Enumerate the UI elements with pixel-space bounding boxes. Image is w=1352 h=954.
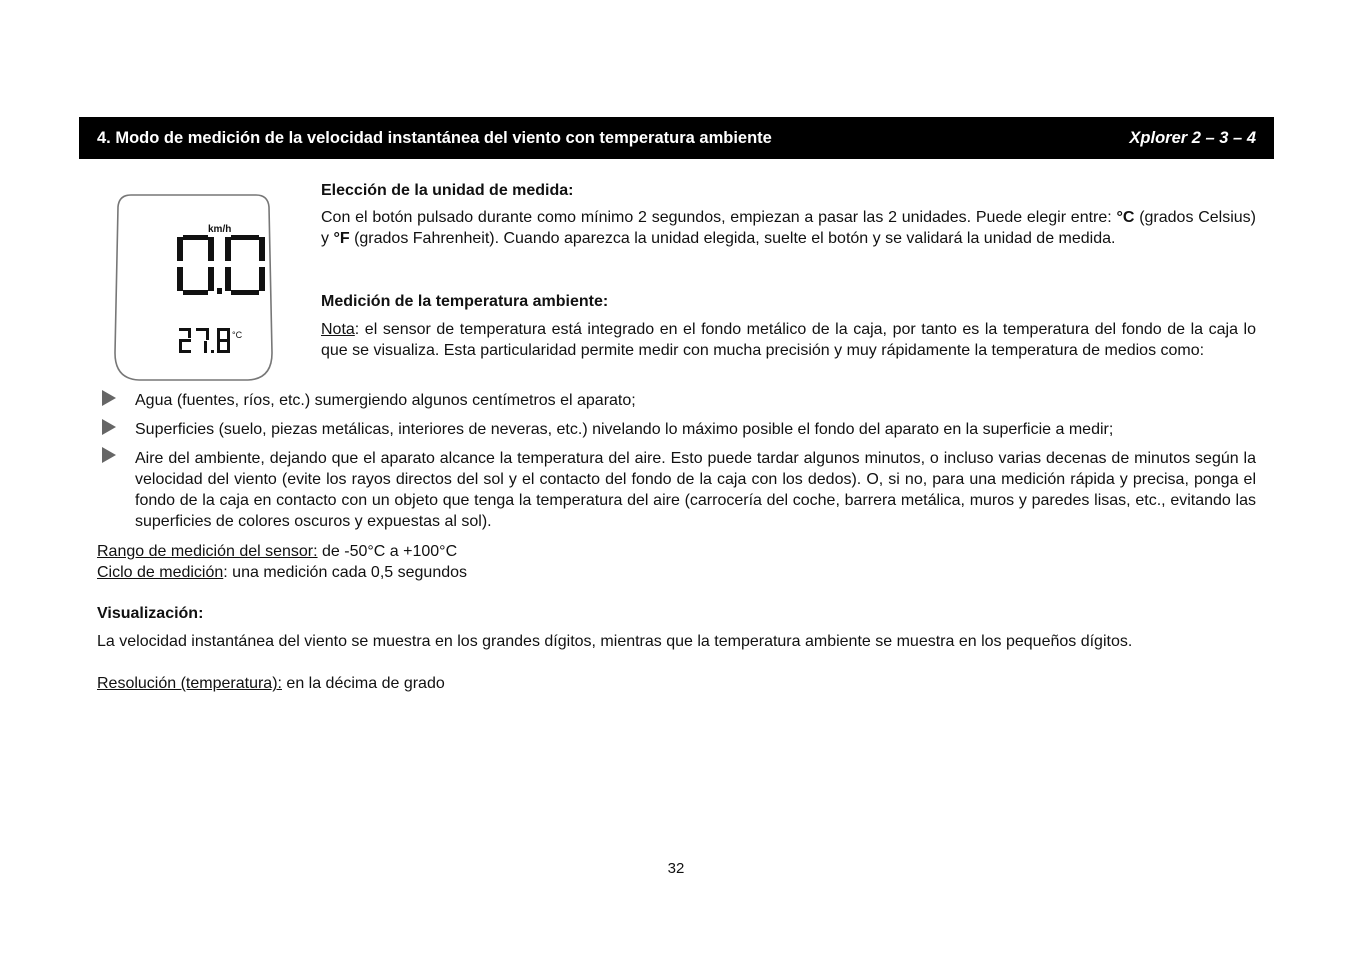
section-title: 4. Modo de medición de la velocidad instantánea del viento con temperatura ambiente	[97, 128, 772, 147]
unit-selection-heading: Elección de la unidad de medida:	[321, 182, 574, 199]
svg-text:°C: °C	[232, 330, 243, 340]
bullet-item: Agua (fuentes, ríos, etc.) sumergiendo algunos centímetros el aparato;	[135, 392, 636, 409]
bullet-item: Aire del ambiente, dejando que el aparato alcance la temperatura del aire. Esto puede tardar algunos minutos, o incluso varias decenas de minutos según la velocidad del viento (evite los rayos directos del sol y el contacto del fondo de la caja con los dedos). O, si no, para una medición rápida y precisa, ponga el fondo de la caja en contacto con un objeto que tenga la temperatura del aire (carrocería del coche, barrera metálica, muros y paredes lisas, etc., evitando las superficies de colores oscuros y expuestas al sol).	[135, 450, 1256, 530]
celsius-label: °C	[1116, 209, 1135, 226]
fahrenheit-label: °F	[333, 230, 350, 247]
section-header	[79, 117, 1274, 159]
note-label: Nota	[321, 321, 355, 338]
temperature-heading: Medición de la temperatura ambiente:	[321, 293, 609, 310]
sensor-range: Rango de medición del sensor: de -50°C a +100°C	[97, 543, 458, 560]
page-number: 32	[667, 860, 685, 877]
temperature-unit-label	[232, 330, 243, 340]
lcd-display-illustration	[113, 193, 274, 382]
bullet-arrow-icon	[101, 446, 117, 464]
bullet-item: Superficies (suelo, piezas metálicas, interiores de neveras, etc.) nivelando lo máximo posible el fondo del aparato en la superficie a medir;	[135, 421, 1114, 438]
temperature-resolution: Resolución (temperatura): en la décima de grado	[97, 675, 445, 692]
bullet-arrow-icon	[101, 389, 117, 407]
bullet-arrow-icon	[101, 418, 117, 436]
display-text: La velocidad instantánea del viento se muestra en los grandes dígitos, mientras que la temperatura ambiente se muestra en los pequeños dígitos.	[97, 633, 1133, 650]
lcd-unit-label	[208, 224, 231, 235]
unit-selection-text: Con el botón pulsado durante como mínimo 2 segundos, empiezan a pasar las 2 unidades. Puede elegir entre: °C (grados Celsius) y °F (grados Fahrenheit). Cuando aparezca la unidad elegida, suelte el botón y se validará la unidad de medida.	[321, 209, 1256, 247]
measurement-cycle: Ciclo de medición: una medición cada 0,5 segundos	[97, 564, 468, 581]
temperature-note: Nota: el sensor de temperatura está integrado en el fondo metálico de la caja, por tanto es la temperatura del fondo de la caja lo que se visualiza. Esta particularidad permite medir con mucha precisión y muy rápidamente la temperatura de medios como:	[321, 321, 1256, 359]
display-heading: Visualización:	[97, 605, 204, 622]
model-name: Xplorer 2 – 3 – 4	[1129, 128, 1256, 147]
svg-text:km/h: km/h	[208, 224, 232, 235]
